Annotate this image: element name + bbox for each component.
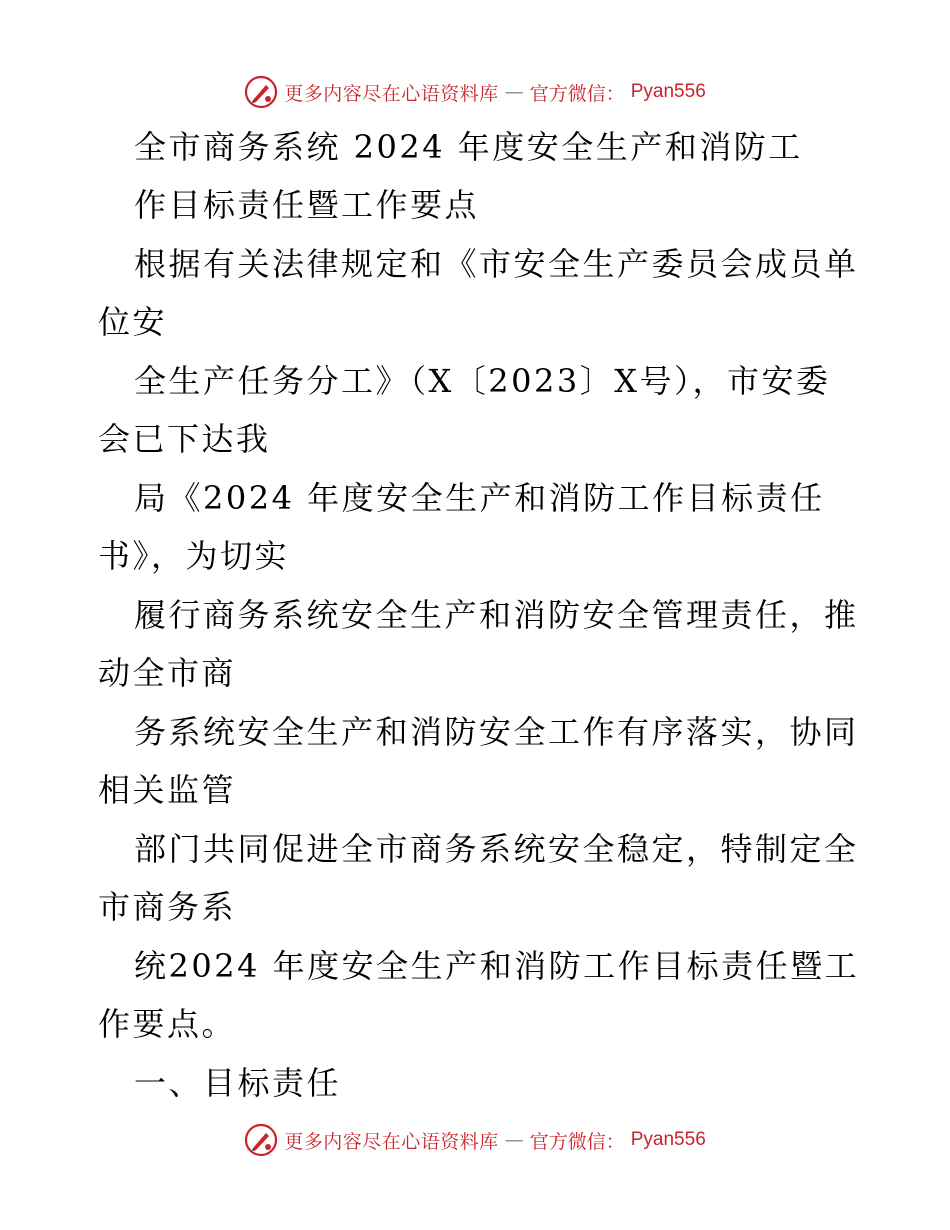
watermark-wechat-id: Pyan556 [630, 1129, 706, 1150]
watermark-banner-top [0, 70, 950, 114]
body-line: 全生产任务分工》（X〔2023〕X号），市安委 [134, 362, 831, 400]
body-line: 部门共同促进全市商务系统安全稳定，特制定全 [134, 830, 859, 868]
watermark-text: 更多内容尽在心语资料库 [284, 82, 499, 105]
body-line: 根据有关法律规定和《市安全生产委员会成员单 [134, 245, 859, 283]
body-line: 相关监管 [98, 771, 237, 809]
pen-logo-icon [244, 75, 278, 109]
watermark-content [244, 1123, 706, 1157]
watermark-separator: — [504, 1129, 524, 1151]
body-line: 作要点。 [98, 1005, 237, 1043]
section-heading: 一、目标责任 [134, 1064, 342, 1102]
body-line: 统2024 年度安全生产和消防工作目标责任暨工 [134, 947, 860, 985]
body-line: 动全市商 [98, 654, 237, 692]
body-line: 履行商务系统安全生产和消防安全管理责任，推 [134, 596, 859, 634]
body-line: 局《2024 年度安全生产和消防工作目标责任 [134, 479, 825, 517]
watermark-text: 更多内容尽在心语资料库 [284, 1130, 499, 1153]
body-line: 书》，为切实 [98, 537, 290, 575]
body-line: 务系统安全生产和消防安全工作有序落实，协同 [134, 713, 859, 751]
watermark-wechat-id: Pyan556 [630, 81, 706, 102]
body-line: 市商务系 [98, 888, 237, 926]
watermark-banner-bottom [0, 1118, 950, 1162]
document-title-line-1: 全市商务系统 2024 年度安全生产和消防工 [134, 128, 803, 166]
watermark-content [244, 75, 706, 109]
watermark-separator: — [504, 81, 524, 103]
body-line: 位安 [98, 303, 168, 341]
watermark-wechat-label: 官方微信： [529, 1130, 625, 1153]
pen-logo-icon [244, 1123, 278, 1157]
body-line: 会已下达我 [98, 420, 271, 458]
watermark-wechat-label: 官方微信： [529, 82, 625, 105]
document-title-line-2: 作目标责任暨工作要点 [134, 186, 480, 224]
